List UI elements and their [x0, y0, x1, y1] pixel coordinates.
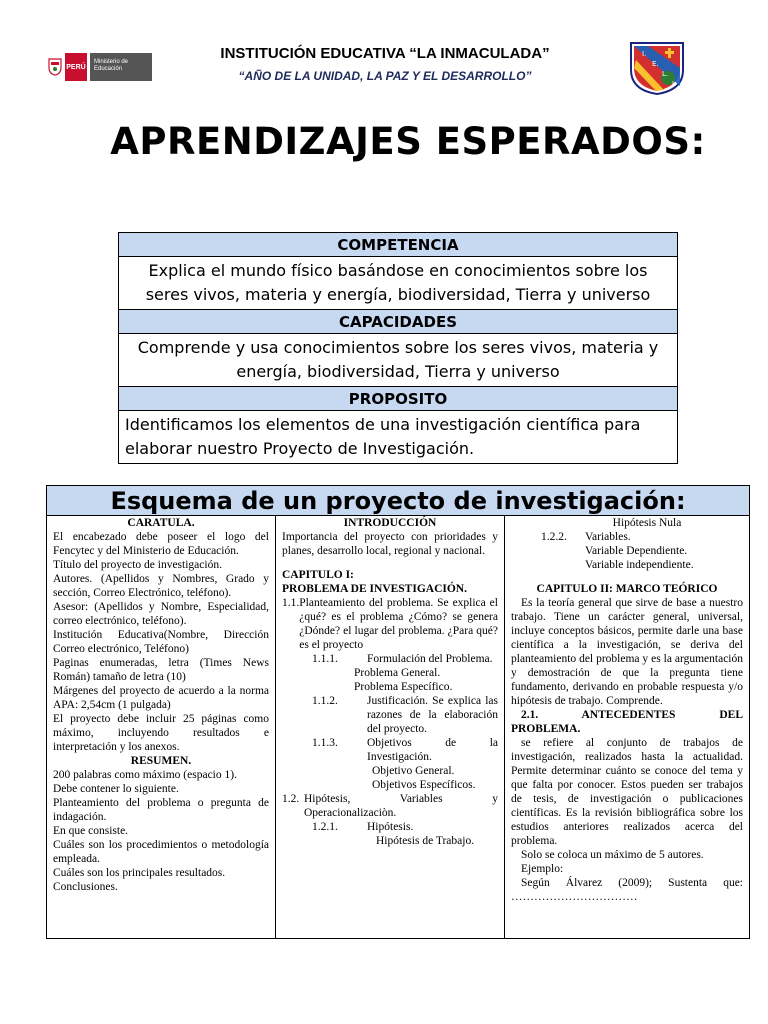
- section-1-2-1: [282, 820, 498, 834]
- introduccion-column: [276, 516, 505, 938]
- section-number: 1.2.1.: [312, 821, 338, 833]
- capacidades-text: Comprende y usa conocimientos sobre los seres vivos, materia y energía, biodiversidad, Tierra y universo: [119, 334, 678, 387]
- resumen-line: Cuáles son los principales resultados.: [53, 867, 226, 879]
- resumen-line: Debe contener lo siguiente.: [53, 783, 179, 795]
- problema-especifico: Problema Específico.: [354, 681, 453, 693]
- proposito-heading: PROPOSITO: [119, 387, 678, 411]
- section-text: Planteamiento del problema. Se explica el ¿qué? es el problema ¿Cómo? se genera ¿Dónde? el lugar del problema. ¿Para qué? es el proyecto: [299, 597, 498, 651]
- hipotesis-nula: Hipótesis Nula: [612, 517, 682, 529]
- caratula-line: Institución Educativa(Nombre, Dirección Correo electrónico, Teléfono): [53, 629, 269, 655]
- objetivo-general: Objetivo General.: [372, 765, 455, 777]
- marco-teorico-column: [505, 516, 749, 938]
- section-text: Objetivos de la Investigación.: [367, 737, 498, 763]
- peru-shield-icon: [48, 58, 62, 76]
- antecedentes-text: se refiere al conjunto de trabajos de investigación, realizados hasta la actualidad. Permite determinar cuánto se conoce del tema y que falta por conocer. Estos pueden ser trabajos de tesis, de investigación o publicaciones científicas. Es la revisión bibliográfica sobre los estudios anteriores realizados acerca del problema.: [511, 737, 743, 847]
- resumen-line: En que consiste.: [53, 825, 129, 837]
- capitulo-2-heading: CAPITULO II: MARCO TEÓRICO: [536, 583, 718, 595]
- competencia-heading: COMPETENCIA: [119, 233, 678, 257]
- resumen-line: Cuáles son los procedimientos o metodología empleada.: [53, 839, 269, 865]
- section-text: Justificación. Se explica las razones de la elaboración del proyecto.: [367, 695, 498, 735]
- introduccion-text: Importancia del proyecto con prioridades y planes, desarrollo local, regional y nacional.: [282, 531, 498, 557]
- section-text: Variables.: [585, 531, 631, 543]
- problema-general: Problema General.: [354, 667, 441, 679]
- section-number: 1.1.: [282, 597, 300, 609]
- resumen-line: Conclusiones.: [53, 881, 118, 893]
- section-1-1-1: [282, 652, 498, 666]
- section-1-2-2: [511, 530, 743, 544]
- section-number: 1.1.1.: [312, 653, 338, 665]
- resumen-heading: RESUMEN.: [130, 755, 192, 767]
- resumen-line: 200 palabras como máximo (espacio 1).: [53, 769, 237, 781]
- ejemplo-text: Según Álvarez (2009); Sustenta que: ……………………………: [511, 877, 743, 903]
- section-number: 1.2.: [282, 793, 300, 805]
- competencia-text: Explica el mundo físico basándose en conocimientos sobre los seres vivos, materia y energía, biodiversidad, Tierra y universo: [119, 257, 678, 310]
- section-number: 1.1.3.: [312, 737, 338, 749]
- shield-letter: L.: [662, 70, 669, 78]
- minedu-logo: [48, 52, 154, 82]
- section-text: Hipótesis.: [367, 821, 414, 833]
- capitulo-1-subheading: PROBLEMA DE INVESTIGACIÓN.: [282, 583, 467, 595]
- section-number: 1.1.2.: [312, 695, 338, 707]
- caratula-line: Márgenes del proyecto de acuerdo a la norma APA: 2,54cm (1 pulgada): [53, 685, 269, 711]
- max-autores: Solo se coloca un máximo de 5 autores.: [521, 849, 704, 861]
- shield-letter: I.: [642, 50, 647, 58]
- variable-independiente: Variable independiente.: [585, 559, 694, 571]
- page-title: APRENDIZAJES ESPERADOS:: [110, 120, 706, 163]
- section-text: Hipótesis, Variables y Operacionalizaciòn.: [304, 793, 498, 819]
- section-1-1: [282, 596, 498, 652]
- objetivos-especificos: Objetivos Específicos.: [372, 779, 476, 791]
- peru-label: PERÚ: [65, 53, 87, 81]
- caratula-line: Título del proyecto de investigación.: [53, 559, 222, 571]
- minedu-label: Ministerio de Educación: [90, 53, 152, 81]
- introduccion-heading: INTRODUCCIÓN: [343, 517, 437, 529]
- competencias-table: [118, 232, 678, 464]
- caratula-line: El proyecto debe incluir 25 páginas como máximo, incluyendo resultados e interpretación y los anexos.: [53, 713, 269, 753]
- caratula-line: Asesor: (Apellidos y Nombre, Especialidad, correo electrónico, teléfono).: [53, 601, 269, 627]
- esquema-title: Esquema de un proyecto de investigación:: [47, 486, 749, 516]
- hipotesis-trabajo: Hipótesis de Trabajo.: [376, 835, 475, 847]
- section-text: Formulación del Problema.: [367, 653, 493, 665]
- caratula-line: Paginas enumeradas, letra (Times News Román) tamaño de letra (10): [53, 657, 269, 683]
- capacidades-heading: CAPACIDADES: [119, 310, 678, 334]
- shield-letter: I.: [672, 80, 677, 88]
- year-motto: “AÑO DE LA UNIDAD, LA PAZ Y EL DESARROLLO”: [238, 69, 532, 83]
- variable-dependiente: Variable Dependiente.: [585, 545, 688, 557]
- ejemplo-label: Ejemplo:: [521, 863, 564, 875]
- section-1-1-3: [282, 736, 498, 764]
- caratula-heading: CARATULA.: [127, 517, 195, 529]
- resumen-line: Planteamiento del problema o pregunta de indagación.: [53, 797, 269, 823]
- section-1-2: [282, 792, 498, 820]
- shield-letter: E.: [652, 60, 659, 68]
- section-1-1-2: [282, 694, 498, 736]
- esquema-table: [46, 485, 750, 939]
- proposito-text: Identificamos los elementos de una investigación científica para elaborar nuestro Proyecto de Investigación.: [119, 411, 678, 464]
- antecedentes-heading: 2.1. ANTECEDENTES DEL PROBLEMA.: [511, 709, 743, 735]
- caratula-line: Autores. (Apellidos y Nombres, Grado y sección, Correo Electrónico, teléfono).: [53, 573, 269, 599]
- section-number: 1.2.2.: [541, 531, 567, 543]
- capitulo-1-heading: CAPITULO I:: [282, 569, 354, 581]
- capitulo-2-text: Es la teoría general que sirve de base a nuestro trabajo. Tiene un carácter general, universal, incluye conceptos básicos, permite darle una base científica a la investigación, se deriva del planteamiento del problema y es la argumentación y demostración de que la pregunta tiene fundamento, derivando en probable respuesta y/o hipótesis de trabajo. Comprende.: [511, 597, 743, 707]
- institution-name: INSTITUCIÓN EDUCATIVA “LA INMACULADA”: [220, 45, 550, 62]
- school-shield-icon: [628, 40, 686, 96]
- caratula-column: [47, 516, 276, 938]
- caratula-line: El encabezado debe poseer el logo del Fencytec y del Ministerio de Educación.: [53, 531, 269, 557]
